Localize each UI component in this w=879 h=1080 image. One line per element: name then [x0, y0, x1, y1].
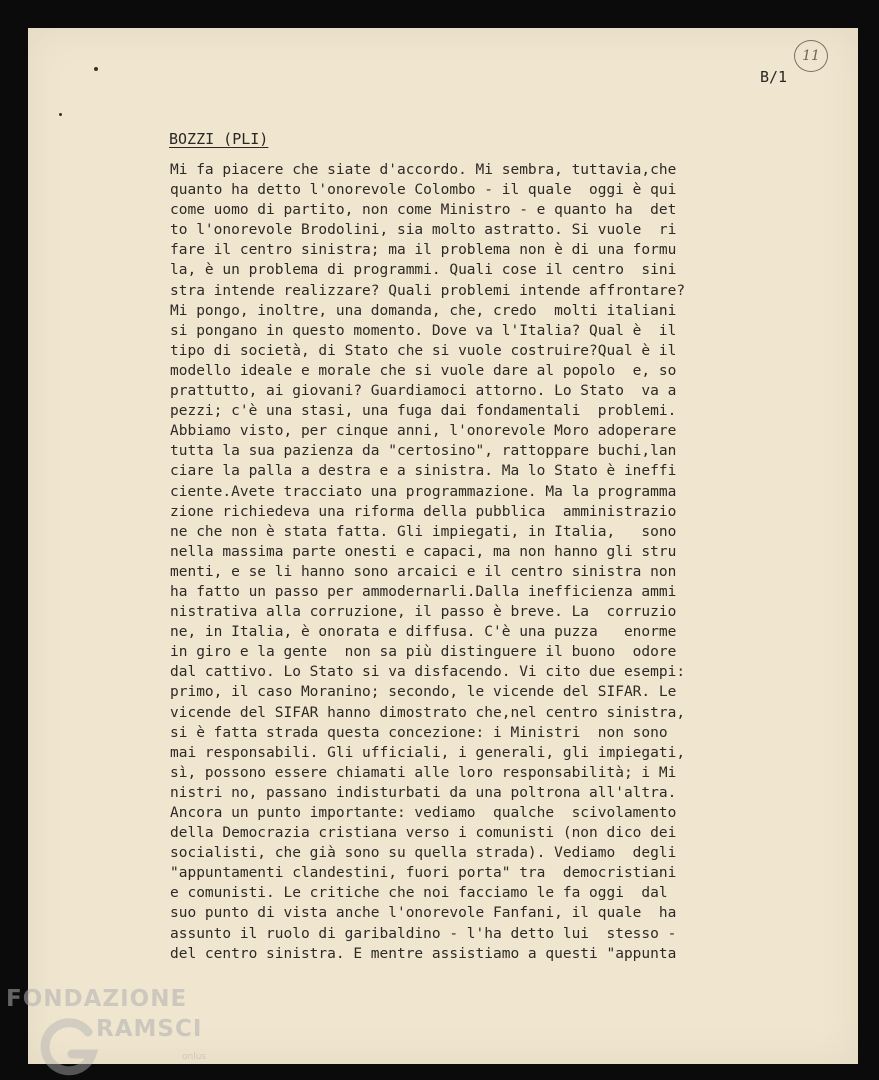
text-line: pezzi; c'è una stasi, una fuga dai fondamentali problemi.	[170, 403, 677, 420]
text-line: suo punto di vista anche l'onorevole Fanfani, il quale ha	[170, 905, 677, 922]
text-line: Mi pongo, inoltre, una domanda, che, credo molti italiani	[170, 302, 677, 319]
text-line: stra intende realizzare? Quali problemi intende affrontare?	[170, 282, 686, 299]
text-line: mai responsabili. Gli ufficiali, i generali, gli impiegati,	[170, 744, 686, 761]
text-line: si pongano in questo momento. Dove va l'Italia? Qual è il	[170, 322, 677, 339]
text-line: tipo di società, di Stato che si vuole costruire?Qual è il	[170, 342, 677, 359]
archive-watermark	[6, 986, 236, 1080]
text-line: modello ideale e morale che si vuole dare al popolo e, so	[170, 362, 677, 379]
text-line: fare il centro sinistra; ma il problema non è di una formu	[170, 242, 677, 259]
text-line: ciente.Avete tracciato una programmazione. Ma la programma	[170, 483, 677, 500]
text-line: dal cattivo. Lo Stato si va disfacendo. Vi cito due esempi:	[170, 664, 686, 681]
text-line: nistrativa alla corruzione, il passo è breve. La corruzio	[170, 604, 677, 621]
watermark-g-logo-icon	[36, 1014, 102, 1080]
text-line: zione richiedeva una riforma della pubblica amministrazio	[170, 503, 677, 520]
text-line: del centro sinistra. E mentre assistiamo a questi "appunta	[170, 945, 677, 962]
text-line: come uomo di partito, non come Ministro - e quanto ha det	[170, 202, 677, 219]
text-line: Abbiamo visto, per cinque anni, l'onorevole Moro adoperare	[170, 423, 677, 440]
text-line: Ancora un punto importante: vediamo qualche scivolamento	[170, 805, 677, 821]
text-line: prattutto, ai giovani? Guardiamoci attorno. Lo Stato va a	[170, 383, 677, 400]
text-line: la, è un problema di programmi. Quali cose il centro sini	[170, 262, 677, 279]
text-line: nella massima parte onesti e capaci, ma non hanno gli stru	[170, 543, 677, 560]
text-line: to l'onorevole Brodolini, sia molto astratto. Si vuole ri	[170, 222, 677, 239]
watermark-line-2: RAMSCI	[96, 1016, 203, 1042]
text-line: ciare la palla a destra e a sinistra. Ma lo Stato è ineffi	[170, 463, 677, 480]
text-line: ha fatto un passo per ammodernarli.Dalla inefficienza ammi	[170, 583, 677, 600]
text-line: tutta la sua pazienza da "certosino", rattoppare buchi,lan	[170, 443, 677, 460]
text-line: primo, il caso Moranino; secondo, le vicende del SIFAR. Le	[170, 684, 677, 701]
page-code: B/1	[760, 68, 788, 86]
typed-text-body	[170, 160, 790, 964]
speaker-heading: BOZZI (PLI)	[169, 130, 269, 148]
text-line: sì, possono essere chiamati alle loro responsabilità; i Mi	[170, 764, 677, 781]
watermark-subtitle: onlus	[182, 1052, 207, 1062]
text-line: in giro e la gente non sa più distinguere il buono odore	[170, 644, 677, 661]
text-line: nistri no, passano indisturbati da una poltrona all'altra.	[170, 784, 677, 801]
text-line: si è fatta strada questa concezione: i Ministri non sono	[170, 724, 668, 741]
text-line: ne che non è stata fatta. Gli impiegati, in Italia, sono	[170, 523, 677, 540]
text-line: vicende del SIFAR hanno dimostrato che,nel centro sinistra,	[170, 704, 686, 721]
paper-speck	[94, 67, 98, 71]
text-line: menti, e se li hanno sono arcaici e il centro sinistra non	[170, 563, 677, 580]
text-line: quanto ha detto l'onorevole Colombo - il quale oggi è qui	[170, 182, 677, 199]
text-line: assunto il ruolo di garibaldino - l'ha detto lui stesso -	[170, 925, 677, 942]
watermark-line-1: FONDAZIONE	[6, 986, 188, 1012]
text-line: socialisti, che già sono su quella strada). Vediamo degli	[170, 845, 677, 862]
text-line: "appuntamenti clandestini, fuori porta" tra democristiani	[170, 865, 677, 882]
folio-number: 11	[794, 40, 828, 72]
text-line: della Democrazia cristiana verso i comunisti (non dico dei	[170, 825, 677, 842]
text-line: e comunisti. Le critiche che noi facciamo le fa oggi dal	[170, 885, 668, 902]
paper-speck	[59, 113, 62, 116]
text-line: Mi fa piacere che siate d'accordo. Mi sembra, tuttavia,che	[170, 162, 677, 178]
text-line: ne, in Italia, è onorata e diffusa. C'è una puzza enorme	[170, 624, 677, 641]
